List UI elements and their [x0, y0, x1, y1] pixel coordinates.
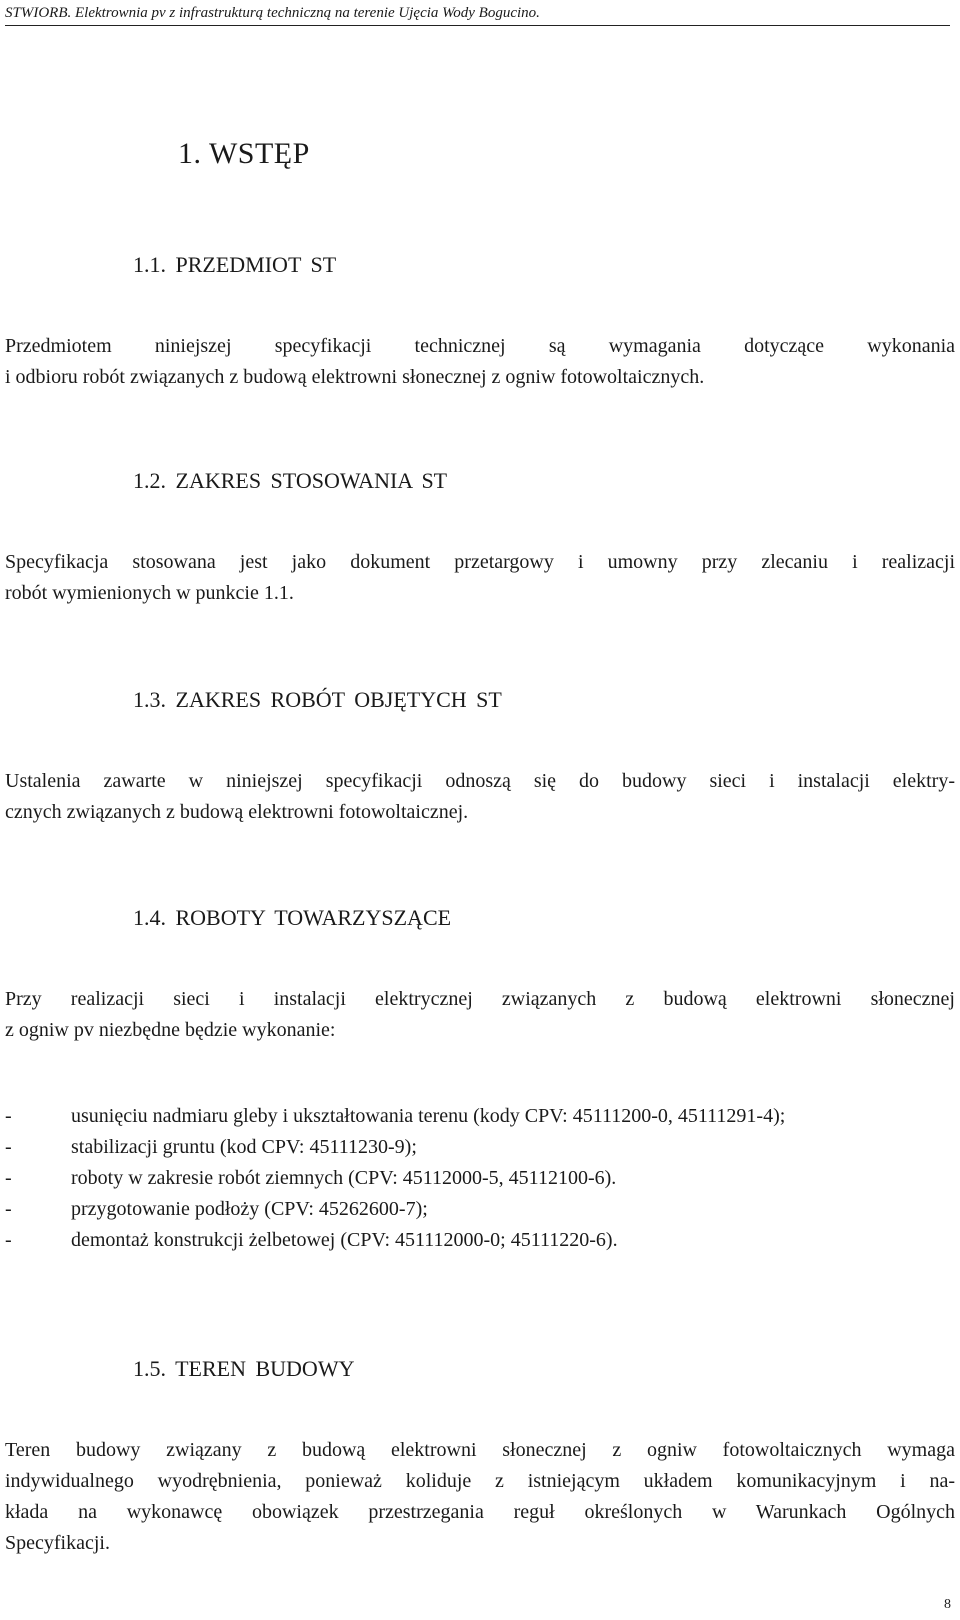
list-dash: -: [5, 1167, 12, 1189]
paragraph-line: Ustalenia zawarte w niniejszej specyfikacji odnoszą się do budowy sieci i instalacji elektry-: [5, 770, 955, 792]
section-heading-1-3: 1.3. ZAKRES ROBÓT OBJĘTYCH ST: [133, 687, 502, 712]
list-dash: -: [5, 1136, 12, 1158]
section-heading-1-2: 1.2. ZAKRES STOSOWANIA ST: [133, 468, 448, 493]
paragraph-line: Przy realizacji sieci i instalacji elektrycznej związanych z budową elektrowni słonecznej: [5, 988, 955, 1010]
list-item-text: stabilizacji gruntu (kod CPV: 45111230-9);: [71, 1136, 417, 1158]
list-item: [5, 1225, 955, 1256]
running-header: STWIORB. Elektrownia pv z infrastrukturą techniczną na terenie Ujęcia Wody Bogucino.: [5, 4, 950, 26]
page-number: 8: [944, 1597, 951, 1612]
list-item: [5, 1194, 955, 1225]
paragraph-line: Teren budowy związany z budową elektrowni słonecznej z ogniw fotowoltaicznych wymaga: [5, 1439, 955, 1461]
section-heading-1-4: 1.4. ROBOTY TOWARZYSZĄCE: [133, 905, 452, 930]
section-1-3-paragraph: [5, 766, 955, 828]
paragraph-line: z ogniw pv niezbędne będzie wykonanie:: [5, 1019, 336, 1041]
list-item-text: usunięciu nadmiaru gleby i ukształtowania terenu (kody CPV: 45111200-0, 45111291-4);: [71, 1105, 786, 1127]
section-1-4-paragraph: [5, 984, 955, 1046]
paragraph-line: Specyfikacji.: [5, 1532, 110, 1554]
paragraph-line: robót wymienionych w punkcie 1.1.: [5, 582, 294, 604]
paragraph-line: cznych związanych z budową elektrowni fotowoltaicznej.: [5, 801, 469, 823]
section-1-5-paragraph: [5, 1435, 955, 1559]
paragraph-line: kłada na wykonawcę obowiązek przestrzegania reguł określonych w Warunkach Ogólnych: [5, 1501, 955, 1523]
list-item-text: roboty w zakresie robót ziemnych (CPV: 45112000-5, 45112100-6).: [71, 1167, 617, 1189]
paragraph-line: Specyfikacja stosowana jest jako dokument przetargowy i umowny przy zlecaniu i realizacji: [5, 551, 955, 573]
section-heading-1-1: 1.1. PRZEDMIOT ST: [133, 252, 337, 277]
works-list: [5, 1101, 955, 1256]
section-1-2-paragraph: [5, 547, 955, 609]
list-item-text: demontaż konstrukcji żelbetowej (CPV: 451112000-0; 45111220-6).: [71, 1229, 618, 1251]
paragraph-line: Przedmiotem niniejszej specyfikacji technicznej są wymagania dotyczące wykonania: [5, 335, 955, 357]
list-item: [5, 1132, 955, 1163]
paragraph-line: indywidualnego wyodrębnienia, ponieważ koliduje z istniejącym układem komunikacyjnym i na-: [5, 1470, 955, 1492]
list-item-text: przygotowanie podłoży (CPV: 45262600-7);: [71, 1198, 428, 1220]
list-dash: -: [5, 1105, 12, 1127]
paragraph-line: i odbioru robót związanych z budową elektrowni słonecznej z ogniw fotowoltaicznych.: [5, 366, 705, 388]
section-1-1-paragraph: [5, 331, 955, 393]
list-item: [5, 1101, 955, 1132]
section-heading-1-5: 1.5. TEREN BUDOWY: [133, 1356, 355, 1381]
list-item: [5, 1163, 955, 1194]
chapter-title: 1. WSTĘP: [178, 137, 310, 170]
list-dash: -: [5, 1198, 12, 1220]
list-dash: -: [5, 1229, 12, 1251]
